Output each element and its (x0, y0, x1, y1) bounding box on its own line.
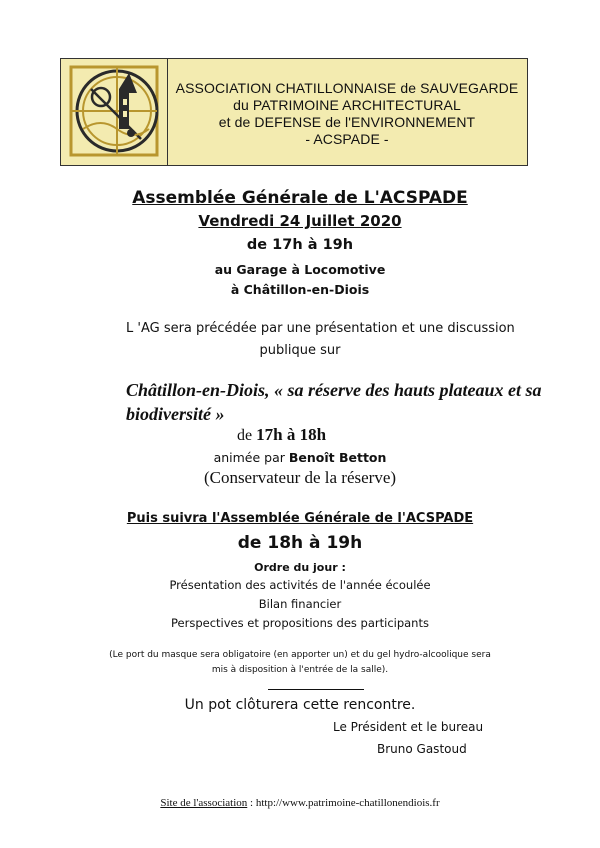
acspade-logo-icon (61, 59, 166, 164)
footer-website (0, 797, 600, 809)
presentation-host-prefix: animée par (213, 450, 289, 465)
presentation-host-name: Benoît Betton (288, 450, 387, 465)
mask-notice-line1: (Le port du masque sera obligatoire (en apporter un) et du gel hydro-alcoolique sera (109, 650, 491, 660)
site-url-link[interactable]: http://www.patrimoine-chatillonendiois.fr (255, 797, 440, 809)
assembly-heading: Puis suivra l'Assemblée Générale de l'ACSPADE (126, 511, 474, 526)
agenda-item: Présentation des activités de l'année écoulée (169, 578, 431, 592)
event-place-line2: à Châtillon-en-Diois (230, 282, 370, 297)
intro-line1: L 'AG sera précédée par une présentation et une discussion (126, 321, 515, 336)
agenda-item: Perspectives et propositions des participants (171, 616, 429, 630)
agenda-title: Ordre du jour : (254, 561, 346, 574)
association-line-3: et de DEFENSE de l'ENVIRONNEMENT (218, 114, 476, 130)
association-logo (60, 58, 168, 166)
closing-pot: Un pot clôturera cette rencontre. (184, 697, 416, 713)
mask-notice-line2: mis à disposition à l'entrée de la salle). (211, 665, 389, 675)
site-label: Site de l'association (160, 797, 248, 809)
association-name (172, 80, 522, 148)
intro-line2: publique sur (259, 343, 341, 358)
presentation-time-value: 17h à 18h (256, 425, 327, 444)
event-time: de 17h à 19h (246, 237, 354, 253)
event-place-line1: au Garage à Locomotive (214, 262, 386, 277)
association-line-1: ASSOCIATION CHATILLONNAISE de SAUVEGARDE (175, 80, 519, 96)
event-title-suffix: de L'ACSPADE (328, 188, 468, 208)
assembly-time: de 18h à 19h (237, 533, 363, 553)
association-line-2: du PATRIMOINE ARCHITECTURAL (233, 97, 461, 113)
separator-line (268, 689, 364, 690)
event-title (0, 188, 600, 208)
association-line-4: - ACSPADE - (305, 131, 389, 147)
signature-line2: Bruno Gastoud (377, 742, 467, 756)
presentation-topic: Châtillon-en-Diois, « sa réserve des hauts plateaux et sa biodiversité » (126, 380, 542, 424)
signature-line1: Le Président et le bureau (333, 720, 484, 734)
site-separator: : (247, 797, 256, 809)
presentation-host-role: (Conservateur de la réserve) (203, 468, 397, 487)
presentation-time (237, 425, 326, 445)
presentation-host (0, 450, 600, 465)
event-title-main: Assemblée Générale (132, 188, 329, 208)
event-date: Vendredi 24 Juillet 2020 (198, 212, 402, 230)
agenda-item: Bilan financier (258, 597, 342, 611)
presentation-time-prefix: de (237, 427, 257, 444)
